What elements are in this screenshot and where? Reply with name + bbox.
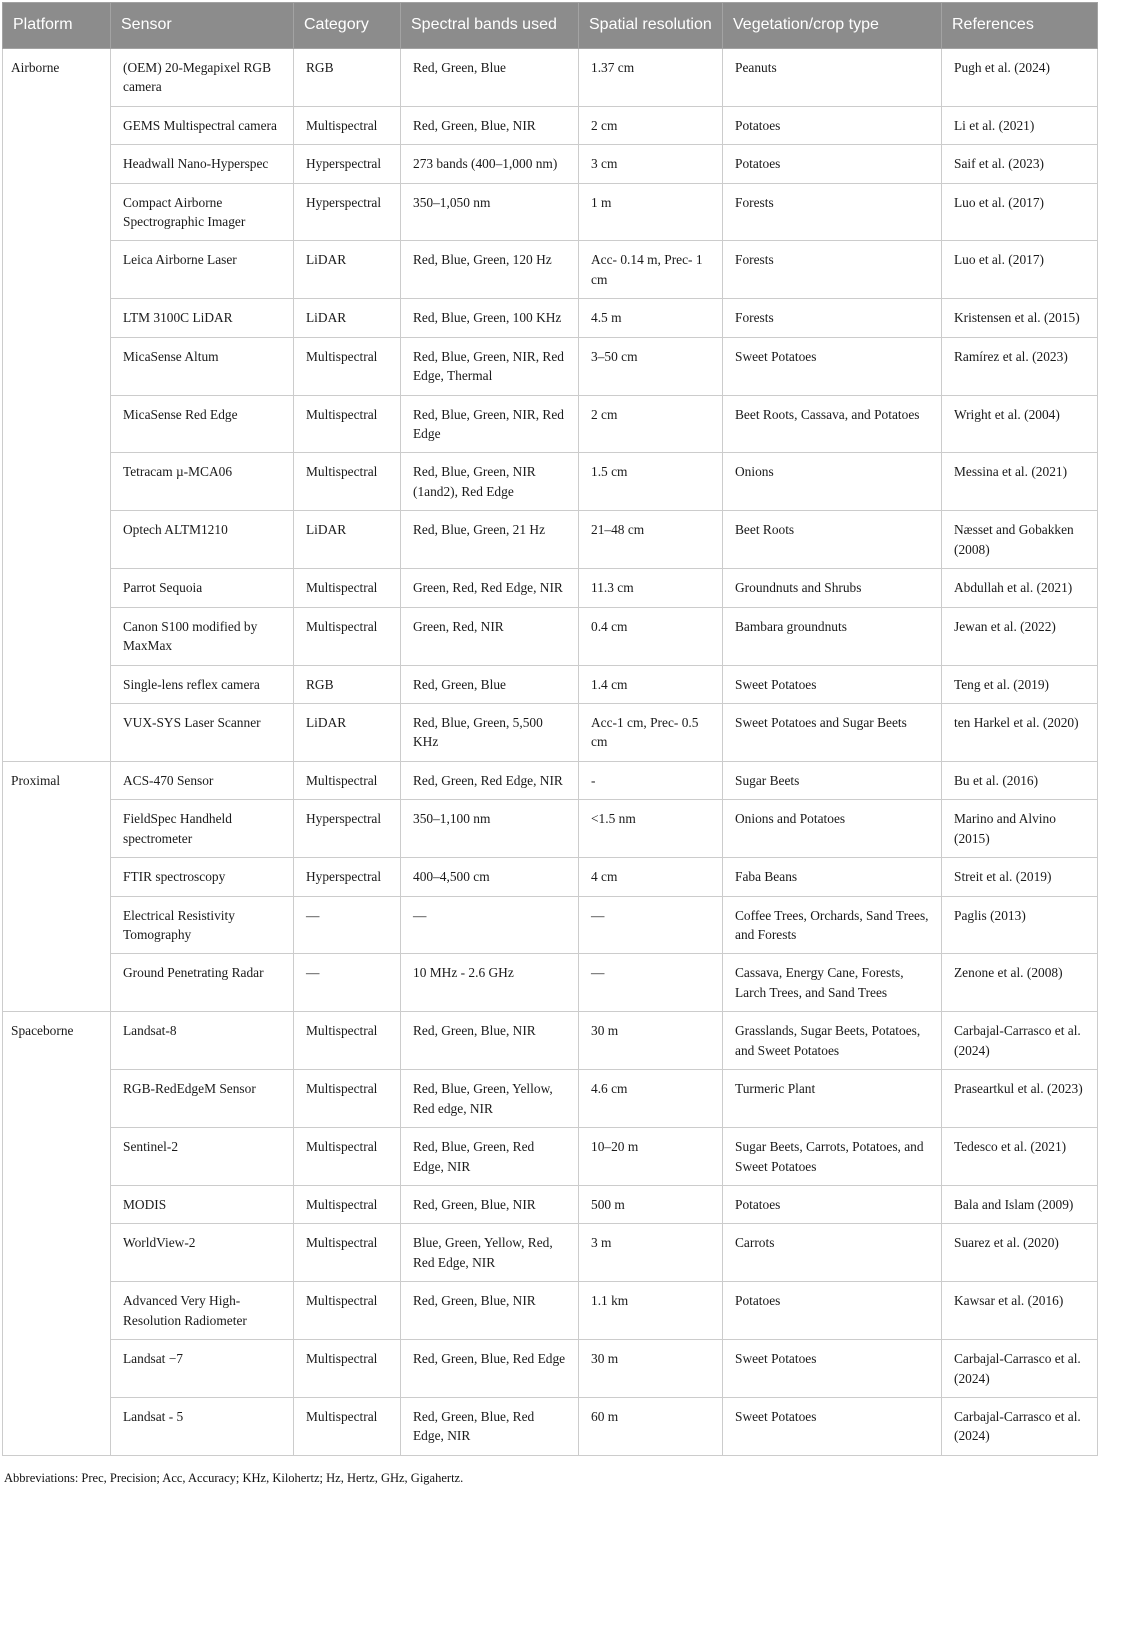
cell-sensor: Electrical Resistivity Tomography [111,896,294,954]
cell-vegetation: Forests [723,241,942,299]
cell-references: Zenone et al. (2008) [942,954,1098,1012]
cell-category: Multispectral [294,395,401,453]
cell-spatial: 500 m [579,1185,723,1223]
cell-spectral: Red, Green, Blue, Red Edge, NIR [401,1398,579,1456]
column-header-sensor: Sensor [111,3,294,49]
column-header-spectral: Spectral bands used [401,3,579,49]
cell-references: Kristensen et al. (2015) [942,299,1098,337]
table-row [3,761,1098,799]
column-header-platform: Platform [3,3,111,49]
table-row [3,106,1098,144]
cell-references: Teng et al. (2019) [942,665,1098,703]
cell-spectral: Red, Green, Blue [401,48,579,106]
cell-spectral: Red, Blue, Green, NIR, Red Edge [401,395,579,453]
cell-spectral: Red, Green, Blue [401,665,579,703]
cell-spectral: Green, Red, Red Edge, NIR [401,569,579,607]
cell-references: Bala and Islam (2009) [942,1185,1098,1223]
cell-sensor: MicaSense Red Edge [111,395,294,453]
cell-vegetation: Sweet Potatoes [723,1398,942,1456]
cell-spectral: Red, Blue, Green, Red Edge, NIR [401,1128,579,1186]
cell-vegetation: Forests [723,183,942,241]
table-header [3,3,1098,49]
cell-category: Multispectral [294,337,401,395]
cell-category: Multispectral [294,1282,401,1340]
platform-cell-airborne: Airborne [3,48,111,761]
table-row [3,48,1098,106]
cell-category: LiDAR [294,241,401,299]
cell-category: Hyperspectral [294,858,401,896]
cell-spectral: Red, Green, Blue, NIR [401,1185,579,1223]
table-row [3,665,1098,703]
cell-vegetation: Sugar Beets, Carrots, Potatoes, and Sweet Potatoes [723,1128,942,1186]
cell-category: Multispectral [294,453,401,511]
cell-spectral: Red, Blue, Green, 100 KHz [401,299,579,337]
cell-references: Bu et al. (2016) [942,761,1098,799]
cell-category: RGB [294,48,401,106]
table-row [3,703,1098,761]
cell-sensor: WorldView-2 [111,1224,294,1282]
cell-spatial: — [579,896,723,954]
cell-references: Carbajal-Carrasco et al. (2024) [942,1398,1098,1456]
cell-vegetation: Bambara groundnuts [723,607,942,665]
table-row [3,337,1098,395]
table-row [3,241,1098,299]
table-row [3,858,1098,896]
platform-cell-proximal: Proximal [3,761,111,1012]
cell-spatial: 0.4 cm [579,607,723,665]
cell-vegetation: Potatoes [723,145,942,183]
cell-category: Multispectral [294,1185,401,1223]
cell-spatial: 1.4 cm [579,665,723,703]
cell-spatial: 1 m [579,183,723,241]
cell-references: Wright et al. (2004) [942,395,1098,453]
cell-vegetation: Carrots [723,1224,942,1282]
cell-sensor: ACS-470 Sensor [111,761,294,799]
cell-sensor: FTIR spectroscopy [111,858,294,896]
cell-spectral: Red, Blue, Green, 5,500 KHz [401,703,579,761]
cell-sensor: MODIS [111,1185,294,1223]
cell-spectral: Green, Red, NIR [401,607,579,665]
cell-vegetation: Potatoes [723,1282,942,1340]
cell-spatial: 1.37 cm [579,48,723,106]
cell-spatial: <1.5 nm [579,800,723,858]
cell-vegetation: Sweet Potatoes and Sugar Beets [723,703,942,761]
cell-category: Multispectral [294,607,401,665]
cell-sensor: Landsat - 5 [111,1398,294,1456]
cell-category: Multispectral [294,1070,401,1128]
cell-category: Multispectral [294,1224,401,1282]
cell-references: Carbajal-Carrasco et al. (2024) [942,1012,1098,1070]
cell-spectral: Red, Blue, Green, Yellow, Red edge, NIR [401,1070,579,1128]
cell-sensor: LTM 3100C LiDAR [111,299,294,337]
cell-sensor: Advanced Very High-Resolution Radiometer [111,1282,294,1340]
cell-spatial: 3 cm [579,145,723,183]
table-row [3,896,1098,954]
cell-sensor: GEMS Multispectral camera [111,106,294,144]
cell-sensor: Landsat-8 [111,1012,294,1070]
table-row [3,1070,1098,1128]
cell-sensor: Headwall Nano-Hyperspec [111,145,294,183]
table-row [3,299,1098,337]
cell-spectral: 273 bands (400–1,000 nm) [401,145,579,183]
cell-sensor: Tetracam µ-MCA06 [111,453,294,511]
cell-spatial: 3–50 cm [579,337,723,395]
cell-vegetation: Sweet Potatoes [723,1340,942,1398]
cell-references: Næsset and Gobakken (2008) [942,511,1098,569]
cell-spectral: 350–1,050 nm [401,183,579,241]
cell-references: Abdullah et al. (2021) [942,569,1098,607]
table-row [3,607,1098,665]
cell-category: LiDAR [294,299,401,337]
cell-sensor: Leica Airborne Laser [111,241,294,299]
cell-references: Jewan et al. (2022) [942,607,1098,665]
cell-sensor: VUX-SYS Laser Scanner [111,703,294,761]
cell-spectral: Red, Green, Red Edge, NIR [401,761,579,799]
table-row [3,1398,1098,1456]
cell-vegetation: Cassava, Energy Cane, Forests, Larch Trees, and Sand Trees [723,954,942,1012]
sensors-table [2,2,1098,1456]
cell-spatial: - [579,761,723,799]
cell-category: — [294,896,401,954]
table-row [3,453,1098,511]
cell-vegetation: Turmeric Plant [723,1070,942,1128]
cell-vegetation: Faba Beans [723,858,942,896]
cell-sensor: Landsat −7 [111,1340,294,1398]
cell-sensor: Ground Penetrating Radar [111,954,294,1012]
cell-vegetation: Potatoes [723,106,942,144]
cell-spectral: Red, Blue, Green, 21 Hz [401,511,579,569]
cell-category: Hyperspectral [294,145,401,183]
column-header-references: References [942,3,1098,49]
cell-spatial: Acc- 0.14 m, Prec- 1 cm [579,241,723,299]
cell-spatial: 4.5 m [579,299,723,337]
cell-references: Luo et al. (2017) [942,241,1098,299]
cell-spectral: 10 MHz - 2.6 GHz [401,954,579,1012]
abbreviations-footnote: Abbreviations: Prec, Precision; Acc, Accuracy; KHz, Kilohertz; Hz, Hertz, GHz, Gigahertz. [4,1470,464,1485]
cell-references: Suarez et al. (2020) [942,1224,1098,1282]
platform-cell-spaceborne: Spaceborne [3,1012,111,1456]
cell-references: Kawsar et al. (2016) [942,1282,1098,1340]
cell-references: Praseartkul et al. (2023) [942,1070,1098,1128]
cell-spatial: 4 cm [579,858,723,896]
cell-category: Multispectral [294,1128,401,1186]
cell-vegetation: Peanuts [723,48,942,106]
cell-spectral: Red, Green, Blue, NIR [401,1012,579,1070]
table-row [3,395,1098,453]
cell-vegetation: Grasslands, Sugar Beets, Potatoes, and Sweet Potatoes [723,1012,942,1070]
cell-spectral: Red, Green, Blue, Red Edge [401,1340,579,1398]
cell-spatial: 21–48 cm [579,511,723,569]
table-row [3,511,1098,569]
table-row [3,569,1098,607]
cell-vegetation: Coffee Trees, Orchards, Sand Trees, and Forests [723,896,942,954]
cell-references: Ramírez et al. (2023) [942,337,1098,395]
cell-spatial: 11.3 cm [579,569,723,607]
cell-spectral: 400–4,500 cm [401,858,579,896]
cell-category: RGB [294,665,401,703]
cell-spectral: — [401,896,579,954]
cell-spectral: Red, Blue, Green, NIR (1and2), Red Edge [401,453,579,511]
header-row [3,3,1098,49]
cell-category: LiDAR [294,703,401,761]
cell-category: Multispectral [294,1398,401,1456]
cell-spatial: 1.5 cm [579,453,723,511]
cell-spatial: — [579,954,723,1012]
cell-spectral: Red, Green, Blue, NIR [401,1282,579,1340]
cell-vegetation: Sweet Potatoes [723,337,942,395]
column-header-category: Category [294,3,401,49]
cell-spatial: Acc-1 cm, Prec- 0.5 cm [579,703,723,761]
cell-spectral: Red, Green, Blue, NIR [401,106,579,144]
cell-category: Multispectral [294,569,401,607]
cell-sensor: RGB-RedEdgeM Sensor [111,1070,294,1128]
cell-references: Li et al. (2021) [942,106,1098,144]
cell-category: Multispectral [294,761,401,799]
cell-sensor: Optech ALTM1210 [111,511,294,569]
cell-sensor: Compact Airborne Spectrographic Imager [111,183,294,241]
table-row [3,800,1098,858]
cell-references: Streit et al. (2019) [942,858,1098,896]
cell-sensor: Parrot Sequoia [111,569,294,607]
cell-category: Multispectral [294,106,401,144]
cell-category: Multispectral [294,1012,401,1070]
cell-vegetation: Groundnuts and Shrubs [723,569,942,607]
cell-vegetation: Forests [723,299,942,337]
table-row [3,1340,1098,1398]
table-row [3,1012,1098,1070]
cell-spatial: 60 m [579,1398,723,1456]
cell-references: Saif et al. (2023) [942,145,1098,183]
cell-spectral: Blue, Green, Yellow, Red, Red Edge, NIR [401,1224,579,1282]
cell-vegetation: Beet Roots [723,511,942,569]
cell-category: Multispectral [294,1340,401,1398]
table-row [3,183,1098,241]
cell-spectral: Red, Blue, Green, NIR, Red Edge, Thermal [401,337,579,395]
cell-spatial: 2 cm [579,106,723,144]
cell-references: Tedesco et al. (2021) [942,1128,1098,1186]
cell-references: Luo et al. (2017) [942,183,1098,241]
cell-category: Hyperspectral [294,800,401,858]
cell-sensor: Sentinel-2 [111,1128,294,1186]
cell-references: ten Harkel et al. (2020) [942,703,1098,761]
cell-references: Pugh et al. (2024) [942,48,1098,106]
table-row [3,1282,1098,1340]
cell-vegetation: Beet Roots, Cassava, and Potatoes [723,395,942,453]
table-row [3,1128,1098,1186]
table-row [3,145,1098,183]
cell-sensor: Canon S100 modified by MaxMax [111,607,294,665]
cell-category: — [294,954,401,1012]
column-header-spatial: Spatial resolution [579,3,723,49]
cell-spatial: 2 cm [579,395,723,453]
cell-sensor: Single-lens reflex camera [111,665,294,703]
cell-sensor: (OEM) 20-Megapixel RGB camera [111,48,294,106]
cell-references: Messina et al. (2021) [942,453,1098,511]
cell-references: Paglis (2013) [942,896,1098,954]
column-header-vegetation: Vegetation/crop type [723,3,942,49]
cell-category: LiDAR [294,511,401,569]
cell-spatial: 3 m [579,1224,723,1282]
cell-spectral: Red, Blue, Green, 120 Hz [401,241,579,299]
cell-spatial: 30 m [579,1012,723,1070]
cell-vegetation: Potatoes [723,1185,942,1223]
cell-sensor: MicaSense Altum [111,337,294,395]
table-row [3,1185,1098,1223]
cell-spectral: 350–1,100 nm [401,800,579,858]
cell-spatial: 10–20 m [579,1128,723,1186]
table-body [3,48,1098,1455]
cell-sensor: FieldSpec Handheld spectrometer [111,800,294,858]
cell-category: Hyperspectral [294,183,401,241]
cell-spatial: 1.1 km [579,1282,723,1340]
cell-vegetation: Sugar Beets [723,761,942,799]
cell-spatial: 30 m [579,1340,723,1398]
cell-vegetation: Onions [723,453,942,511]
table-row [3,954,1098,1012]
cell-vegetation: Sweet Potatoes [723,665,942,703]
cell-vegetation: Onions and Potatoes [723,800,942,858]
cell-references: Marino and Alvino (2015) [942,800,1098,858]
table-row [3,1224,1098,1282]
cell-references: Carbajal-Carrasco et al. (2024) [942,1340,1098,1398]
cell-spatial: 4.6 cm [579,1070,723,1128]
